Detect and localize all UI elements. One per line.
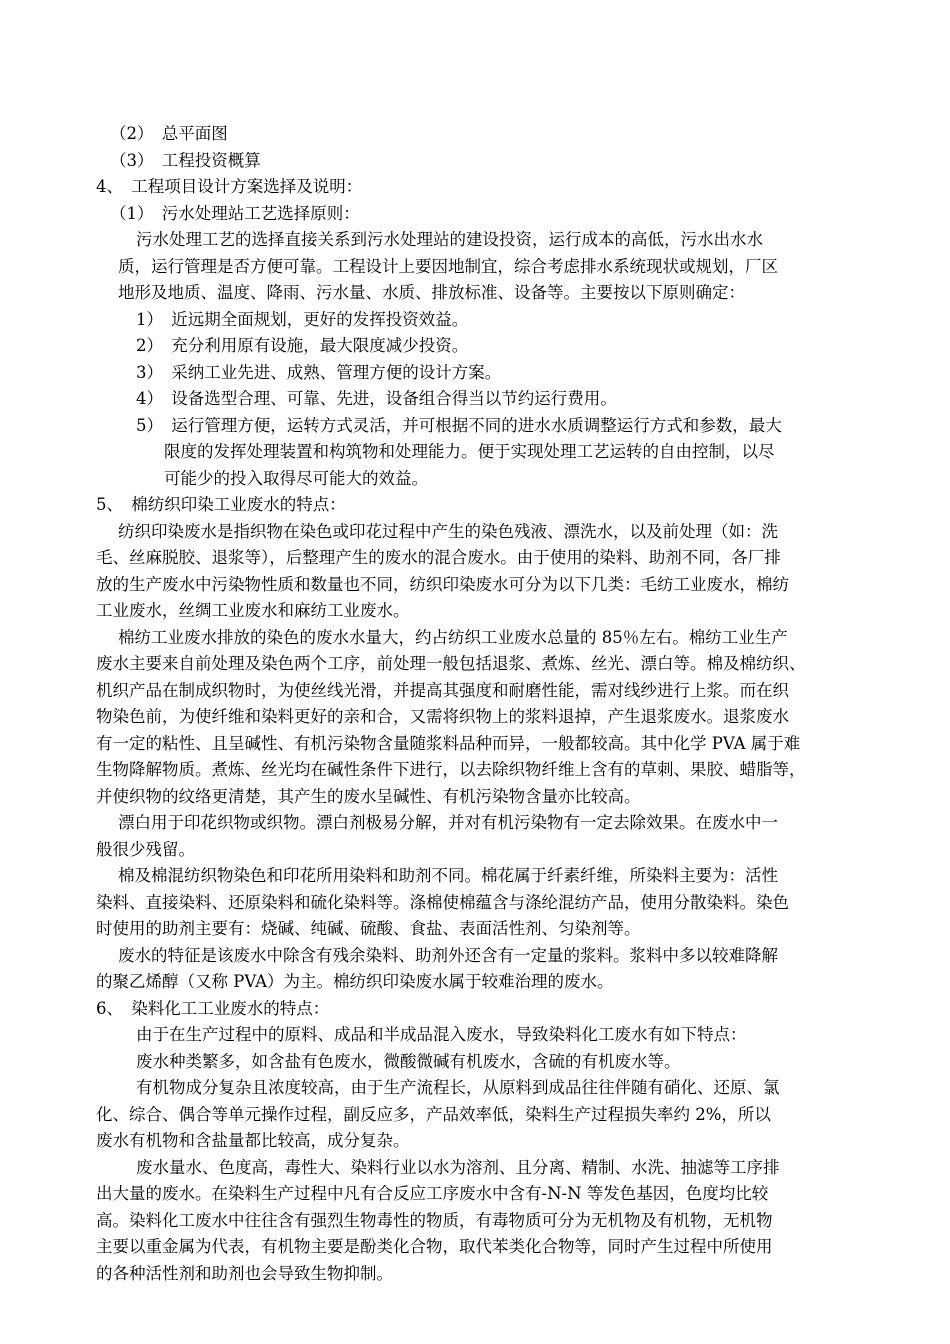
text-line: 般很少残留。 <box>96 839 195 859</box>
text-line: 有一定的粘性、且呈碱性、有机污染物含量随浆料品种而异，一般都较高。其中化学 PVA 属于难 <box>96 733 801 753</box>
text-line: 高。染料化工废水中往往含有强烈生物毒性的物质，有毒物质可分为无机物及有机物，无机物 <box>96 1210 773 1230</box>
text-line: 工业废水，丝绸工业废水和麻纺工业废水。 <box>96 601 410 620</box>
text-line: 废水种类繁多，如含盐有色废水，微酸微碱有机废水，含硫的有机废水等。 <box>136 1051 681 1071</box>
text-line: 地形及地质、温度、降雨、污水量、水质、排放标准、设备等。主要按以下原则确定： <box>118 283 745 302</box>
text-line: 废水的特征是该废水中除含有残余染料、助剂外还含有一定量的浆料。浆料中多以较难降解 <box>118 945 778 965</box>
text-line: 放的生产废水中污染物性质和数量也不同，纺织印染废水可分为以下几类：毛纺工业废水，棉纺 <box>96 574 789 594</box>
text-line: （3） 工程投资概算 <box>110 150 261 170</box>
text-line: 2） 充分利用原有设施，最大限度减少投资。 <box>136 336 469 355</box>
text-line: 可能少的投入取得尽可能大的效益。 <box>164 468 428 488</box>
text-line: 废水主要来自前处理及染色两个工序，前处理一般包括退浆、煮炼、丝光、漂白等。棉及棉纺织、 <box>96 654 806 673</box>
text-line: 生物降解物质。煮炼、丝光均在碱性条件下进行，以去除织物纤维上含有的草刺、果胶、蜡脂等， <box>96 760 806 779</box>
text-line: 1） 近远期全面规划，更好的发挥投资效益。 <box>136 309 469 329</box>
text-line: 棉纺工业废水排放的染色的废水水量大，约占纺织工业废水总量的 85％左右。棉纺工业生产 <box>118 627 788 647</box>
text-line: 4） 设备选型合理、可靠、先进，设备组合得当以节约运行费用。 <box>136 389 617 408</box>
text-line: （1） 污水处理站工艺选择原则： <box>110 203 360 223</box>
text-line: 限度的发挥处理装置和构筑物和处理能力。便于实现处理工艺运转的自由控制，以尽 <box>164 442 775 461</box>
text-line: 毛、丝麻脱胶、退浆等），后整理产生的废水的混合废水。由于使用的染料、助剂不同，各厂排 <box>96 548 781 567</box>
text-line: 出大量的废水。在染料生产过程中凡有合反应工序废水中含有-N-N 等发色基因，色度均比较 <box>96 1184 769 1203</box>
text-line: 纺织印染废水是指织物在染色或印花过程中产生的染色残液、漂洗水，以及前处理（如：洗 <box>118 521 778 541</box>
text-line: 有机物成分复杂且浓度较高，由于生产流程长，从原料到成品往往伴随有硝化、还原、氯 <box>136 1078 780 1097</box>
text-line: 质，运行管理是否方便可靠。工程设计上要因地制宜，综合考虑排水系统现状或规划，厂区 <box>118 256 778 276</box>
text-line: 机织产品在制成织物时，为使丝线光滑，并提高其强度和耐磨性能，需对线纱进行上浆。而在织 <box>96 680 789 700</box>
text-line: 漂白用于印花织物或织物。漂白剂极易分解，并对有机污染物有一定去除效果。在废水中一 <box>118 813 778 832</box>
text-line: 3） 采纳工业先进、成熟、管理方便的设计方案。 <box>136 362 502 382</box>
text-line: 染料、直接染料、还原染料和硫化染料等。涤棉使棉蕴含与涤纶混纺产品，使用分散染料。染色 <box>96 892 789 912</box>
text-line: 6、 染料化工工业废水的特点： <box>96 998 330 1018</box>
text-line: 棉及棉混纺织物染色和印花所用染料和助剂不同。棉花属于纤素纤维，所染料主要为：活性 <box>118 866 778 885</box>
text-line: 物染色前，为使纤维和染料更好的亲和合，又需将织物上的浆料退掉，产生退浆废水。退浆废水 <box>96 707 789 726</box>
text-line: 5） 运行管理方便，运转方式灵活，并可根据不同的进水水质调整运行方式和参数，最大 <box>136 415 782 435</box>
text-line: 5、 棉纺织印染工业废水的特点： <box>96 495 346 514</box>
text-line: 废水有机物和含盐量都比较高，成分复杂。 <box>96 1131 410 1150</box>
text-line: 4、 工程项目设计方案选择及说明： <box>96 177 363 196</box>
text-line: 污水处理工艺的选择直接关系到污水处理站的建设投资，运行成本的高低，污水出水水 <box>136 230 763 249</box>
text-line: 由于在生产过程中的原料、成品和半成品混入废水，导致染料化工废水有如下特点： <box>136 1025 747 1044</box>
text-line: 的聚乙烯醇（又称 PVA）为主。棉纺织印染废水属于较难治理的废水。 <box>96 972 614 991</box>
text-line: 主要以重金属为代表，有机物主要是酚类化合物，取代苯类化合物等，同时产生过程中所使用 <box>96 1237 773 1256</box>
text-line: 化、综合、偶合等单元操作过程，副反应多，产品效率低，染料生产过程损失率约 2%，所以 <box>96 1104 771 1124</box>
document-body <box>96 121 884 1287</box>
text-line: 时使用的助剂主要有：烧碱、纯碱、硫酸、食盐、表面活性剂、匀染剂等。 <box>96 919 641 938</box>
text-line: 废水量水、色度高，毒性大、染料行业以水为溶剂、且分离、精制、水洗、抽滤等工序排 <box>136 1157 780 1177</box>
text-line: 并使织物的纹络更清楚，其产生的废水呈碱性、有机污染物含量亦比较高。 <box>96 786 641 806</box>
text-line: （2） 总平面图 <box>110 124 228 143</box>
text-line: 的各种活性剂和助剂也会导致生物抑制。 <box>96 1263 393 1283</box>
